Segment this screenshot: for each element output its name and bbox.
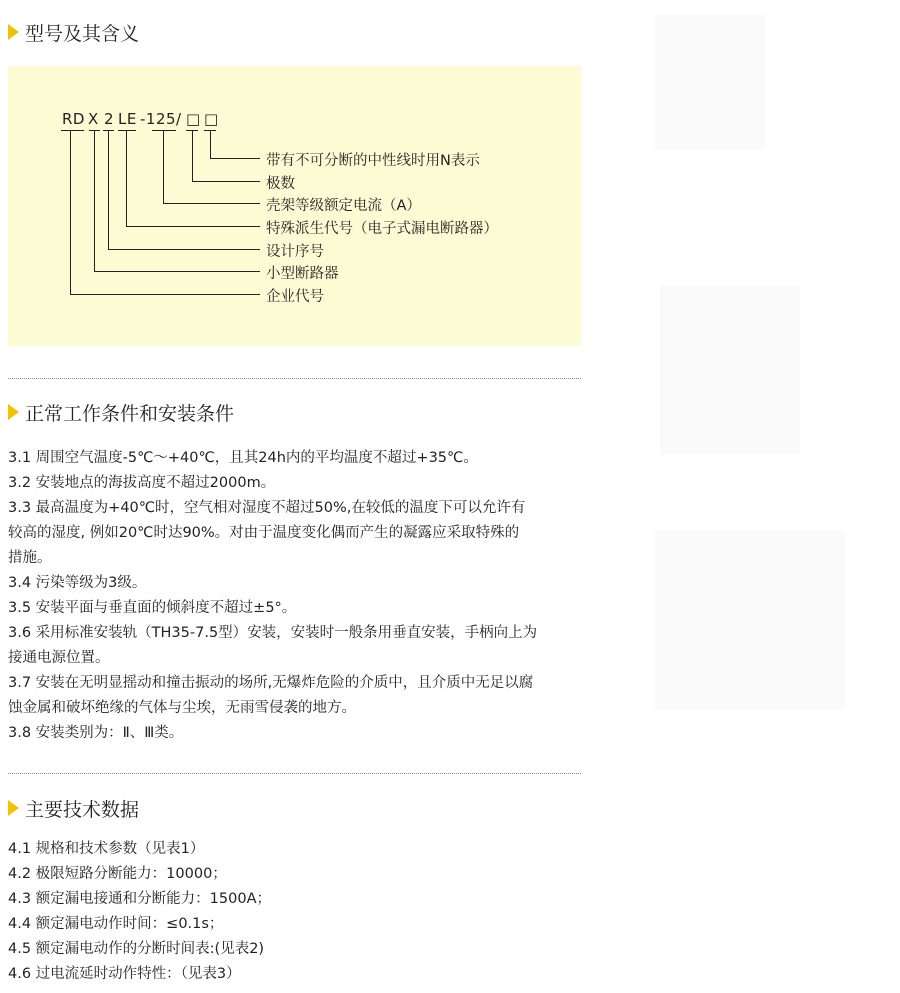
legend-enterprise: 企业代号 (266, 289, 324, 305)
conditions-text (8, 446, 583, 746)
conditions-line: 3.1 周围空气温度-5℃～+40℃，且其24h内的平均温度不超过+35℃。 (8, 450, 478, 466)
legend-poles: 极数 (266, 176, 295, 192)
triangle-bullet-icon (8, 800, 19, 816)
conditions-line: 3.8 安装类别为：Ⅱ、Ⅲ类。 (8, 725, 184, 741)
conditions-line: 3.5 安装平面与垂直面的倾斜度不超过±5°。 (8, 600, 297, 616)
triangle-bullet-icon (8, 404, 19, 420)
conditions-line: 3.4 污染等级为3级。 (8, 575, 147, 591)
technical-line: 4.1 规格和技术参数（见表1） (8, 841, 205, 857)
technical-line: 4.6 过电流延时动作特性：（见表3） (8, 966, 241, 982)
conditions-line: 3.6 采用标准安装轨（TH35-7.5型）安装，安装时一般条用垂直安装，手柄向上为 (8, 625, 538, 641)
watermark-block (655, 530, 845, 710)
triangle-bullet-icon (8, 24, 19, 40)
conditions-line: 3.7 安装在无明显摇动和撞击振动的场所,无爆炸危险的介质中，且介质中无足以腐 (8, 675, 534, 691)
divider (8, 378, 581, 379)
section-title-text: 型号及其含义 (25, 22, 140, 45)
section-title-text: 主要技术数据 (25, 798, 140, 821)
code-part-derivative: LE (118, 110, 137, 128)
technical-line: 4.2 极限短路分断能力：10000； (8, 866, 227, 882)
code-part-neutral: □ (204, 110, 219, 128)
code-part-current: -125/ (140, 110, 182, 128)
conditions-line: 蚀金属和破坏绝缘的气体与尘埃，无雨雪侵袭的地方。 (8, 700, 356, 716)
conditions-line: 3.2 安装地点的海拔高度不超过2000m。 (8, 475, 276, 491)
conditions-line: 措施。 (8, 550, 52, 566)
conditions-line: 接通电源位置。 (8, 650, 110, 666)
legend-frame-current: 壳架等级额定电流（A） (266, 198, 421, 214)
legend-derivative: 特殊派生代号（电子式漏电断路器） (266, 221, 498, 237)
technical-line: 4.5 额定漏电动作的分断时间表:(见表2) (8, 941, 265, 957)
legend-neutral: 带有不可分断的中性线时用N表示 (266, 153, 480, 169)
code-part-enterprise: RD (62, 110, 85, 128)
legend-design: 设计序号 (266, 244, 324, 260)
technical-text (8, 837, 583, 987)
technical-line: 4.3 额定漏电接通和分断能力：1500A； (8, 891, 271, 907)
watermark-block (660, 285, 800, 455)
section-title-conditions (8, 399, 234, 425)
section-title-text: 正常工作条件和安装条件 (25, 402, 235, 425)
technical-line: 4.4 额定漏电动作时间：≤0.1s； (8, 916, 224, 932)
code-part-poles: □ (186, 110, 201, 128)
divider (8, 773, 581, 774)
conditions-line: 3.3 最高温度为+40℃时，空气相对湿度不超过50%,在较低的温度下可以允许有 (8, 500, 526, 516)
section-title-model (8, 19, 139, 45)
code-part-design: 2 (104, 110, 115, 128)
watermark-block (655, 15, 765, 150)
conditions-line: 较高的湿度, 例如20℃时达90%。对由于温度变化偶而产生的凝露应采取特殊的 (8, 525, 520, 541)
model-code-diagram (8, 66, 581, 346)
section-title-technical (8, 795, 139, 821)
legend-type: 小型断路器 (266, 266, 339, 282)
code-part-type: X (88, 110, 99, 128)
